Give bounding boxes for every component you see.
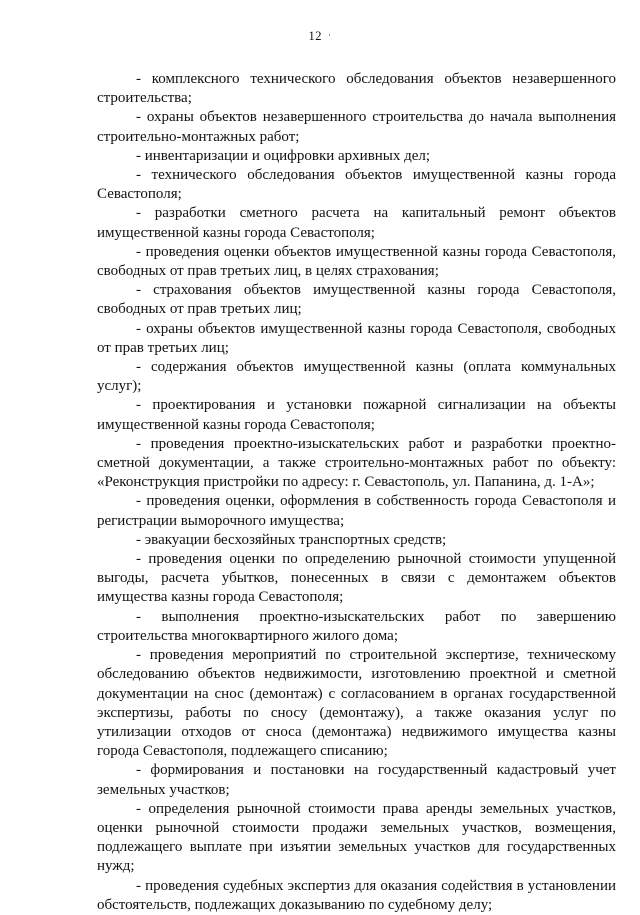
list-item: - проектирования и установки пожарной сигнализации на объекты имущественной казны города Севастополя; — [97, 397, 616, 433]
list-item: - страхования объектов имущественной казны города Севастополя, свободных от прав третьих лиц; — [97, 282, 616, 318]
list-item: - проведения оценки по определению рыночной стоимости упущенной выгоды, расчета убытков, понесенных в связи с демонтажем объектов имущества казны города Севастополя; — [97, 551, 616, 606]
list-item: - инвентаризации и оцифровки архивных дел; — [136, 147, 431, 164]
list-item: - формирования и постановки на государственный кадастровый учет земельных участков; — [97, 762, 616, 798]
list-item: - охраны объектов имущественной казны города Севастополя, свободных от прав третьих лиц; — [97, 320, 616, 356]
document-body — [97, 70, 616, 915]
page-number-value: 12 — [308, 29, 322, 43]
list-item: - разработки сметного расчета на капитальный ремонт объектов имущественной казны города Севастополя; — [97, 205, 616, 241]
list-item: - эвакуации бесхозяйных транспортных средств; — [136, 531, 447, 548]
list-item: - содержания объектов имущественной казны (оплата коммунальных услуг); — [97, 359, 616, 395]
list-item: - проведения проектно-изыскательских работ и разработки проектно-сметной документации, а также строительно-монтажных работ по объекту: «Реконструкция пристройки по адресу: г. Севастополь, ул. Папанина, д. 1-А»; — [97, 435, 616, 491]
list-item: - технического обследования объектов имущественной казны города Севастополя; — [97, 167, 616, 203]
list-item: - охраны объектов незавершенного строительства до начала выполнения строительно-монтажных работ; — [97, 109, 616, 145]
list-item: - комплексного технического обследования объектов незавершенного строительства; — [97, 71, 616, 107]
list-item: - проведения мероприятий по строительной экспертизе, техническому обследованию объектов недвижимости, изготовлению проектной и сметной документации на снос (демонтаж) с согласованием в органах государственной экспертизы, работы по сносу (демонтажу), а также оказания услуг по утилизации отходов от сноса (демонтажа) недвижимого имущества казны города Севастополя, подлежащего списанию; — [97, 647, 616, 760]
list-item: - выполнения проектно-изыскательских работ по завершению строительства многоквартирного жилого дома; — [97, 608, 616, 644]
list-item: - проведения оценки, оформления в собственность города Севастополя и регистрации выморочного имущества; — [97, 493, 616, 529]
list-item: - проведения судебных экспертиз для оказания содействия в установлении обстоятельств, подлежащих доказыванию по судебному делу; — [97, 877, 616, 913]
page-mark: · — [328, 30, 332, 40]
list-item: - определения рыночной стоимости права аренды земельных участков, оценки рыночной стоимости продажи земельных участков, возмещения, подлежащего выплате при изъятии земельных участков для государственных нужд; — [97, 800, 616, 875]
page-number — [0, 29, 640, 44]
list-item: - проведения оценки объектов имущественной казны города Севастополя, свободных от прав третьих лиц, в целях страхования; — [97, 243, 616, 280]
